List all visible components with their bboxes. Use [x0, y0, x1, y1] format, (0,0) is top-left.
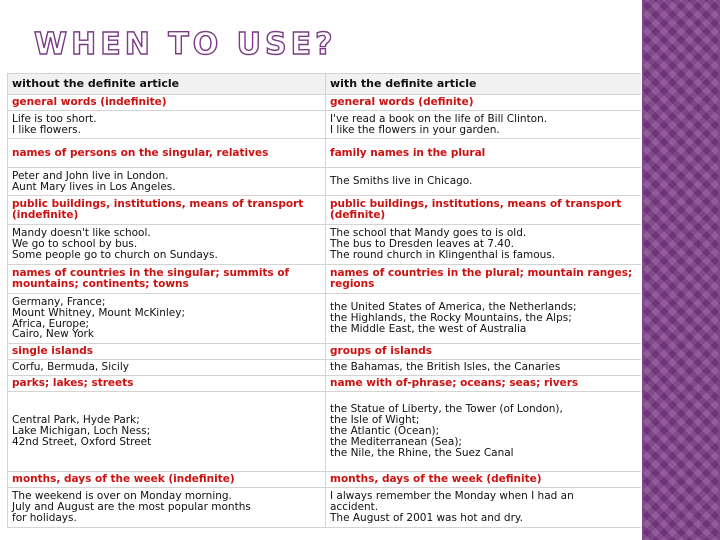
- table-header-row: [8, 74, 642, 95]
- category-cell: public buildings, institutions, means of transport (definite): [326, 196, 642, 225]
- category-cell: name with of-phrase; oceans; seas; rivers: [326, 376, 642, 392]
- category-row: [8, 265, 642, 294]
- category-cell: public buildings, institutions, means of transport (indefinite): [8, 196, 326, 225]
- example-row: [8, 168, 642, 196]
- category-cell: names of countries in the plural; mountain ranges; regions: [326, 265, 642, 294]
- example-cell: [8, 111, 326, 139]
- example-line: the Nile, the Rhine, the Suez Canal: [330, 446, 514, 459]
- example-line: for holidays.: [12, 511, 77, 524]
- example-cell: [8, 392, 326, 472]
- category-cell: family names in the plural: [326, 139, 642, 168]
- category-row: [8, 472, 642, 488]
- header-without-article: without the definite article: [8, 74, 326, 95]
- example-cell: [8, 360, 326, 376]
- example-line: Peter and John live in London.: [12, 169, 169, 182]
- category-cell: general words (definite): [326, 95, 642, 111]
- example-line: The school that Mandy goes to is old.: [330, 227, 527, 240]
- example-line: accident.: [330, 501, 379, 514]
- example-line: the Isle of Wight;: [330, 414, 420, 427]
- article-usage-table: [7, 73, 641, 528]
- header-with-article: with the definite article: [326, 74, 642, 95]
- example-line: Mandy doesn't like school.: [12, 227, 151, 240]
- example-line: Germany, France;: [12, 295, 106, 308]
- example-row: [8, 111, 642, 139]
- example-line: Cairo, New York: [12, 328, 94, 341]
- example-line: the Highlands, the Rocky Mountains, the Alps;: [330, 312, 572, 325]
- table-body: [8, 95, 642, 528]
- example-cell: [8, 168, 326, 196]
- example-line: the Mediterranean (Sea);: [330, 435, 462, 448]
- example-line: The bus to Dresden leaves at 7.40.: [330, 238, 514, 251]
- example-cell: [326, 168, 642, 196]
- example-line: The weekend is over on Monday morning.: [12, 490, 232, 503]
- category-cell: months, days of the week (definite): [326, 472, 642, 488]
- example-row: [8, 225, 642, 265]
- example-cell: [326, 392, 642, 472]
- category-cell: groups of islands: [326, 344, 642, 360]
- category-cell: names of persons on the singular, relatives: [8, 139, 326, 168]
- category-row: [8, 344, 642, 360]
- example-line: I always remember the Monday when I had an: [330, 490, 574, 503]
- example-line: Corfu, Bermuda, Sicily: [12, 361, 129, 374]
- slide-title: WHEN TO USE?: [34, 27, 337, 62]
- example-line: The round church in Klingenthal is famous.: [330, 248, 556, 261]
- example-row: [8, 392, 642, 472]
- category-cell: single islands: [8, 344, 326, 360]
- example-line: the Statue of Liberty, the Tower (of London),: [330, 403, 563, 416]
- example-line: the Bahamas, the British Isles, the Canaries: [330, 361, 561, 374]
- example-cell: [8, 294, 326, 344]
- category-row: [8, 139, 642, 168]
- example-line: I like the flowers in your garden.: [330, 123, 500, 136]
- article-usage-table-container: [7, 73, 641, 533]
- example-cell: [326, 111, 642, 139]
- example-line: The August of 2001 was hot and dry.: [330, 511, 523, 524]
- example-line: I like flowers.: [12, 123, 81, 136]
- example-row: [8, 488, 642, 528]
- example-line: Life is too short.: [12, 112, 97, 125]
- example-line: the Atlantic (Ocean);: [330, 425, 440, 438]
- decorative-side-panel: [642, 0, 720, 540]
- example-line: Africa, Europe;: [12, 317, 90, 330]
- example-line: The Smiths live in Chicago.: [330, 175, 473, 188]
- example-line: 42nd Street, Oxford Street: [12, 435, 152, 448]
- example-line: I've read a book on the life of Bill Clinton.: [330, 112, 548, 125]
- example-cell: [326, 488, 642, 528]
- category-cell: parks; lakes; streets: [8, 376, 326, 392]
- example-line: the Middle East, the west of Australia: [330, 322, 527, 335]
- example-row: [8, 294, 642, 344]
- example-line: the United States of America, the Netherlands;: [330, 301, 577, 314]
- category-cell: general words (indefinite): [8, 95, 326, 111]
- example-line: Mount Whitney, Mount McKinley;: [12, 306, 185, 319]
- example-cell: [326, 294, 642, 344]
- example-cell: [326, 225, 642, 265]
- example-line: Lake Michigan, Loch Ness;: [12, 425, 151, 438]
- category-cell: names of countries in the singular; summits of mountains; continents; towns: [8, 265, 326, 294]
- example-line: Central Park, Hyde Park;: [12, 414, 140, 427]
- example-line: July and August are the most popular months: [12, 501, 251, 514]
- example-row: [8, 360, 642, 376]
- example-cell: [8, 488, 326, 528]
- example-cell: [8, 225, 326, 265]
- example-line: Aunt Mary lives in Los Angeles.: [12, 180, 176, 193]
- example-line: Some people go to church on Sundays.: [12, 248, 218, 261]
- category-row: [8, 196, 642, 225]
- category-cell: months, days of the week (indefinite): [8, 472, 326, 488]
- category-row: [8, 376, 642, 392]
- category-row: [8, 95, 642, 111]
- example-cell: [326, 360, 642, 376]
- example-line: We go to school by bus.: [12, 238, 138, 251]
